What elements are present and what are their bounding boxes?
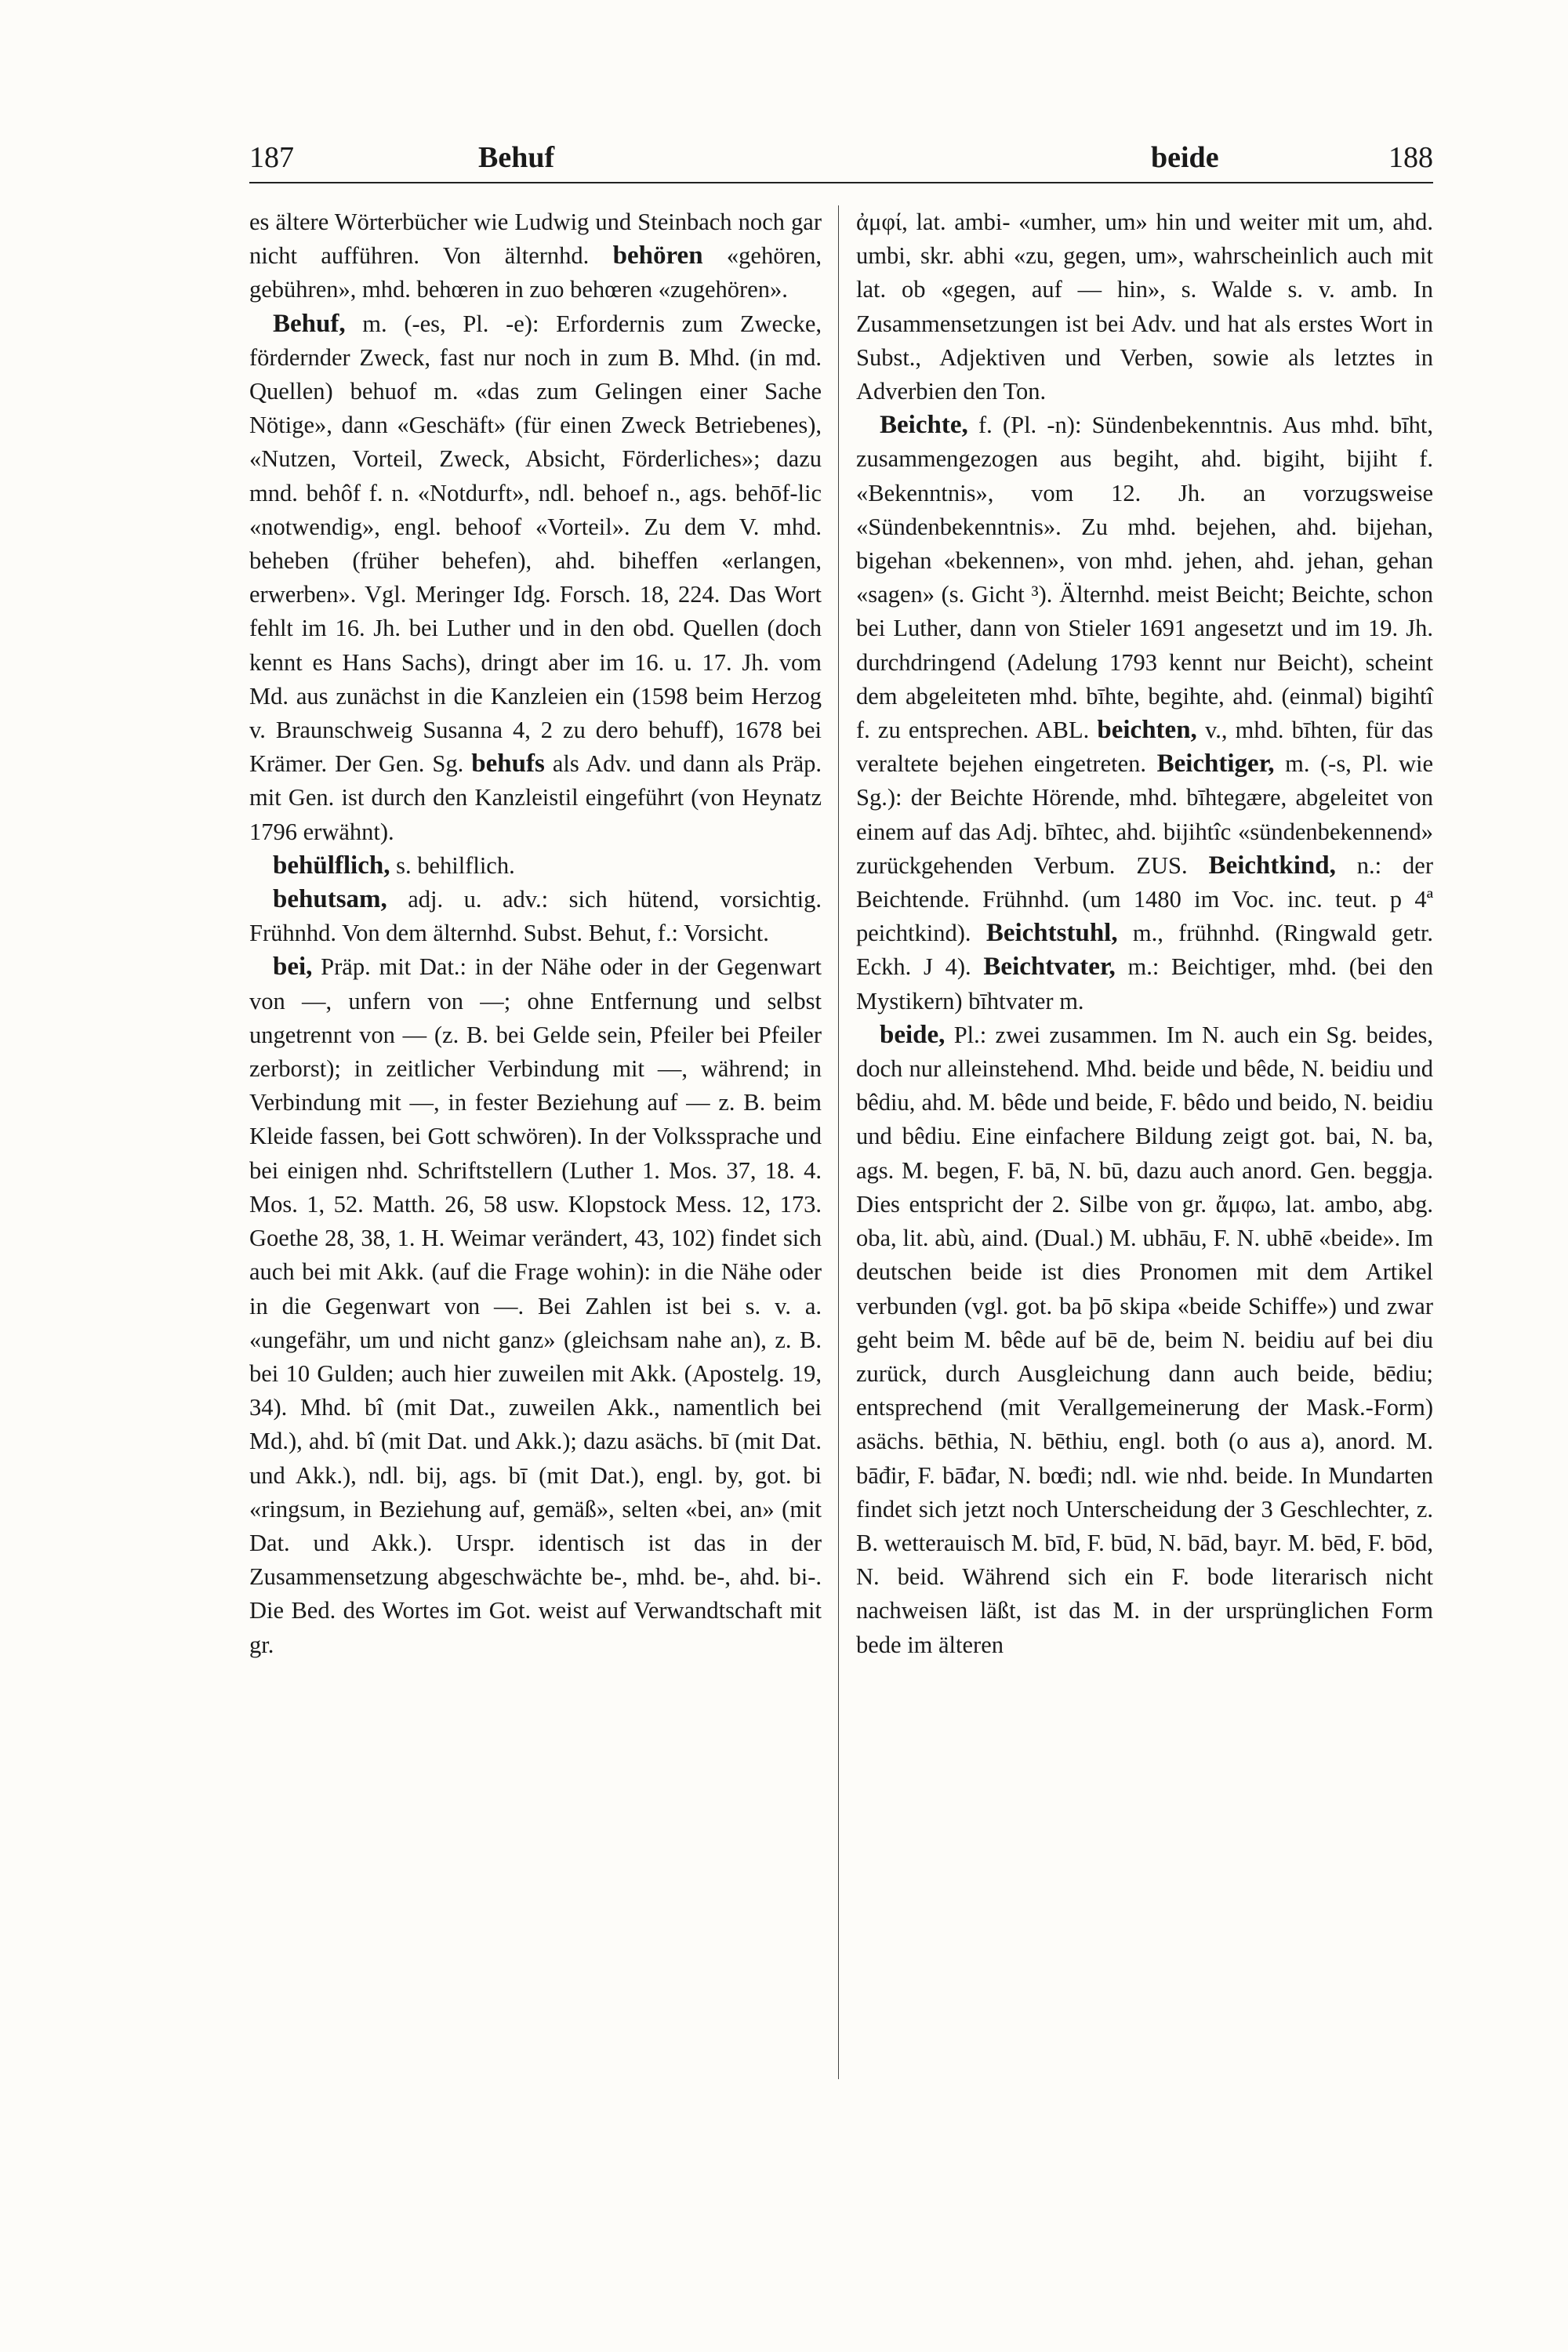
entry-text: m., frühnhd. (Ringwald getr. Eckh. J 4). (856, 920, 1433, 981)
page-header (249, 138, 1433, 177)
entry-headword: Beichtstuhl, (985, 919, 1118, 948)
entry-text: n.: der Beichtende. Frühnhd. (um 1480 im Voc. inc. teut. p 4ª peichtkind). (856, 851, 1433, 947)
entry-headword: Beichtkind, (1208, 851, 1336, 880)
entry-text: m. (-s, Pl. wie Sg.): der Beichte Hörende, mhd. bīhtegære, abgeleitet von einem auf das Adj. bīhtec, ahd. bijihtîc «sündenbekennend» zurückgehenden Verbum. ZUS. (856, 750, 1433, 879)
entry-text: adj. u. adv.: sich hütend, vorsichtig. Frühnhd. Von dem älternhd. Subst. Behut, f.: Vorsicht. (249, 886, 822, 947)
dictionary-entry (249, 307, 822, 849)
entry-continuation (856, 205, 1433, 408)
entry-headword: Beichtiger, (1156, 750, 1275, 779)
entry-headword: Behuf, (273, 309, 346, 338)
entry-text: f. (Pl. -n): Sündenbekenntnis. Aus mhd. bīht, zusammengezogen aus begiht, ahd. bigiht, bijiht f. «Bekenntnis», vom 12. Jh. an vorzugsweise «Sündenbekenntnis». Zu mhd. bejehen, ahd. bijehan, bigehan «bekennen», von mhd. jehen, ahd. jehan, gehan «sagen» (s. Gicht ³). Älternhd. meist Beicht; Beichte, schon bei Luther, dann von Stieler 1691 angesetzt und im 19. Jh. durchdringend (Adelung 1793 kennt nur Beicht), scheint dem abgeleiteten mhd. bīhte, begihte, ahd. (einmal) bigihtî f. zu entsprechen. ABL. (856, 412, 1433, 744)
entry-headword: behutsam, (273, 885, 387, 914)
running-head-left: Behuf (478, 141, 555, 174)
header-rule (249, 182, 1433, 183)
column-divider (838, 205, 839, 2079)
right-column (856, 205, 1433, 1662)
dictionary-entry (249, 849, 822, 883)
entry-text: m. (-es, Pl. -e): Erfordernis zum Zwecke, fördernder Zweck, fast nur noch in zum B. Mhd. (in md. Quellen) behuof m. «das zum Gelingen einer Sache Nötige», dann «Geschäft» (für einen Zweck Betriebenes), «Nutzen, Vorteil, Zweck, Absicht, Förderliches»; dazu mnd. behôf f. n. «Notdurft», ndl. behoef n., ags. behōf-lic «notwendig», engl. behoof «Vorteil». Zu dem V. mhd. beheben (früher behefen), ahd. biheffen «erlangen, erwerben». Vgl. Meringer Idg. Forsch. 18, 224. Das Wort fehlt im 16. Jh. bei Luther und in den obd. Quellen (doch kennt es Hans Sachs), dringt aber im 16. u. 17. Jh. vom Md. aus zunächst in die Kanzleien ein (1598 beim Herzog v. Braunschweig Susanna 4, 2 zu dero behuff), 1678 bei Krämer. Der Gen. Sg. (249, 310, 822, 778)
entry-text: s. behilflich. (390, 851, 515, 879)
dictionary-entry (249, 883, 822, 950)
running-head-right: beide (1151, 141, 1219, 174)
entry-headword: beichten, (1097, 716, 1197, 745)
entry-text: es ältere Wörterbücher wie Ludwig und Steinbach noch gar nicht aufführen. Von älternhd. (249, 209, 822, 270)
entry-text: v., mhd. bīhten, für das veraltete bejehen eingetreten. (856, 717, 1433, 778)
dictionary-entry (856, 1018, 1433, 1662)
entry-text: als Adv. und dann als Präp. mit Gen. ist durch den Kanzleistil eingeführt (von Heynatz 1796 erwähnt). (249, 750, 822, 845)
entry-headword: Beichtvater, (983, 953, 1116, 982)
entry-headword: behülflich, (273, 851, 390, 880)
page-number-left: 187 (249, 141, 294, 174)
entry-text: «gehören, gebühren», mhd. behœren in zuo behœren «zugehören». (249, 242, 822, 303)
left-column (249, 205, 822, 1662)
entry-continuation (249, 205, 822, 307)
entry-headword: bei, (273, 953, 313, 982)
entry-headword: beide, (880, 1020, 946, 1049)
entry-text: m.: Beichtiger, mhd. (bei den Mystikern) bīhtvater m. (856, 953, 1433, 1014)
dictionary-entry (249, 950, 822, 1661)
entry-text: Pl.: zwei zusammen. Im N. auch ein Sg. beides, doch nur alleinstehend. Mhd. beide und bêde, N. beidiu und bêdiu, ahd. M. bêde und beide, F. bêdo und beido, N. beidiu und bêdiu. Eine einfachere Bildung zeigt got. bai, N. ba, ags. M. begen, F. bā, N. bū, dazu auch anord. Gen. beggja. Dies entspricht der 2. Silbe von gr. ἄμφω, lat. ambo, abg. oba, lit. abù, aind. (Dual.) M. ubhāu, F. N. ubhē «beide». Im deutschen beide ist dies Pronomen mit dem Artikel verbunden (vgl. got. ba þō skipa «beide Schiffe») und zwar geht beim M. bêde auf bē de, beim N. beidiu auf bei diu zurück, durch Ausgleichung dann auch beide, bēdiu; entsprechend (mit Verallgemeinerung der Mask.-Form) asächs. bēthia, N. bēthiu, engl. both (o aus a), anord. M. bāđir, F. bāđar, N. bœđi; ndl. wie nhd. beide. In Mundarten findet sich jetzt noch Unterscheidung der 3 Geschlechter, z. B. wetterauisch M. bīd, F. būd, N. bād, bayr. M. bēd, F. bōd, N. beid. Während sich ein F. bode literarisch nicht nachweisen läßt, ist das M. in der ursprünglichen Form bede im älteren (856, 1021, 1433, 1658)
entry-headword: behören (612, 241, 703, 270)
entry-headword: Beichte, (880, 411, 968, 440)
entry-text: ἀμφί, lat. ambi- «umher, um» hin und weiter mit um, ahd. umbi, skr. abhi «zu, gegen, um», wahrscheinlich auch mit lat. ob «gegen, auf — hin», s. Walde s. v. amb. In Zusammensetzungen ist bei Adv. und hat als erstes Wort in Subst., Adjektiven und Verben, sowie als letztes in Adverbien den Ton. (856, 209, 1433, 405)
dictionary-entry (856, 408, 1433, 1018)
entry-headword: behufs (471, 750, 545, 779)
entry-text: Präp. mit Dat.: in der Nähe oder in der Gegenwart von —, unfern von —; ohne Entfernung und selbst ungetrennt von — (z. B. bei Gelde sein, Pfeiler bei Pfeiler zerborst); in zeitlicher Verbindung mit —, während; in Verbindung mit —, in fester Beziehung auf — z. B. beim Kleide fassen, bei Gott schwören). In der Volkssprache und bei einigen nhd. Schriftstellern (Luther 1. Mos. 37, 18. 4. Mos. 1, 52. Matth. 26, 58 usw. Klopstock Mess. 12, 173. Goethe 28, 38, 1. H. Weimar verändert, 43, 102) findet sich auch bei mit Akk. (auf die Frage wohin): in die Nähe oder in die Gegenwart von —. Bei Zahlen ist bei s. v. a. «ungefähr, um und nicht ganz» (gleichsam nahe an), z. B. bei 10 Gulden; auch hier zuweilen mit Akk. (Apostelg. 19, 34). Mhd. bî (mit Dat., zuweilen Akk., namentlich bei Md.), ahd. bî (mit Dat. und Akk.); dazu asächs. bī (mit Dat. und Akk.), ndl. bij, ags. bī (mit Dat.), engl. by, got. bi «ringsum, in Beziehung auf, gemäß», selten «bei, an» (mit Dat. und Akk.). Urspr. identisch ist das in der Zusammensetzung abgeschwächte be-, mhd. be-, ahd. bi-. Die Bed. des Wortes im Got. weist auf Verwandtschaft mit gr. (249, 953, 822, 1658)
page-number-right: 188 (1388, 141, 1433, 174)
